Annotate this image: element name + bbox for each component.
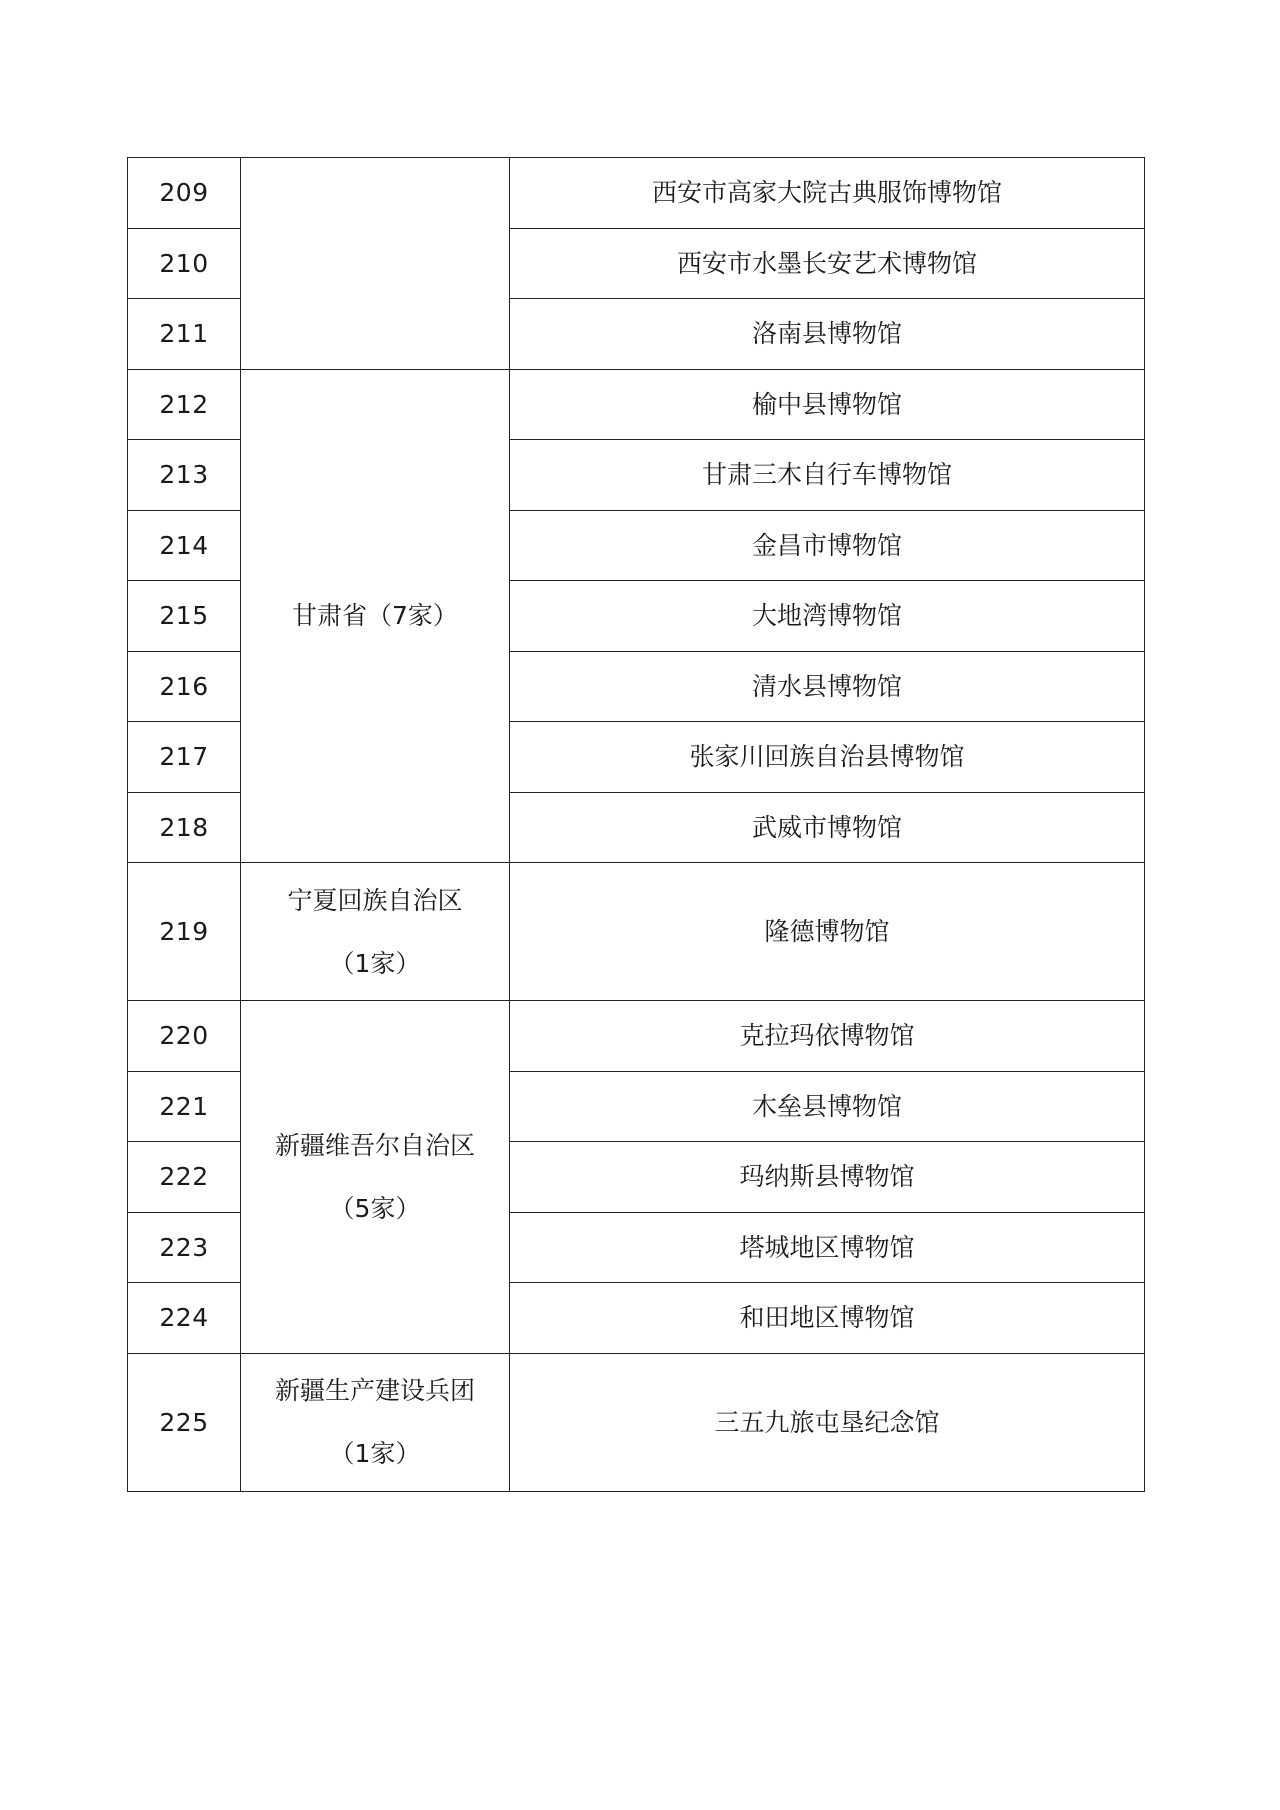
- museum-name: 大地湾博物馆: [510, 581, 1145, 652]
- museum-name: 玛纳斯县博物馆: [510, 1142, 1145, 1213]
- museum-name: 三五九旅屯垦纪念馆: [510, 1353, 1145, 1491]
- table-row: [128, 158, 1145, 229]
- museum-name: 榆中县博物馆: [510, 369, 1145, 440]
- row-number: 218: [128, 792, 241, 863]
- table-row: [128, 1001, 1145, 1072]
- line-gap: [241, 1158, 509, 1196]
- row-number: 221: [128, 1071, 241, 1142]
- row-number: 222: [128, 1142, 241, 1213]
- line-gap: [241, 1403, 509, 1441]
- table-row: [128, 863, 1145, 1001]
- table-row: [128, 369, 1145, 440]
- province-cell-gansu: [241, 369, 510, 863]
- museum-name: 木垒县博物馆: [510, 1071, 1145, 1142]
- table-row: [128, 1353, 1145, 1491]
- museum-name: 克拉玛依博物馆: [510, 1001, 1145, 1072]
- museum-name: 武威市博物馆: [510, 792, 1145, 863]
- row-number: 219: [128, 863, 241, 1001]
- row-number: 212: [128, 369, 241, 440]
- row-number: 209: [128, 158, 241, 229]
- line-gap: [241, 913, 509, 951]
- province-count: （1家）: [329, 1439, 421, 1468]
- museum-name: 塔城地区博物馆: [510, 1212, 1145, 1283]
- row-number: 216: [128, 651, 241, 722]
- row-number: 210: [128, 228, 241, 299]
- province-count: （1家）: [329, 948, 421, 978]
- province-cell-continued: [241, 158, 510, 370]
- province-label: 新疆生产建设兵团: [274, 1376, 475, 1405]
- museum-name: 隆德博物馆: [510, 863, 1145, 1001]
- province-label: 新疆维吾尔自治区: [274, 1130, 475, 1160]
- row-number: 217: [128, 722, 241, 793]
- museum-name: 张家川回族自治县博物馆: [510, 722, 1145, 793]
- museum-name: 甘肃三木自行车博物馆: [510, 440, 1145, 511]
- row-number: 225: [128, 1353, 241, 1491]
- province-cell-bingtuan: [241, 1353, 510, 1491]
- province-label: 宁夏回族自治区: [287, 885, 463, 915]
- province-cell-xinjiang: [241, 1001, 510, 1354]
- row-number: 220: [128, 1001, 241, 1072]
- museum-list-table: [127, 157, 1145, 1492]
- museum-name: 和田地区博物馆: [510, 1283, 1145, 1354]
- row-number: 224: [128, 1283, 241, 1354]
- row-number: 223: [128, 1212, 241, 1283]
- province-cell-ningxia: [241, 863, 510, 1001]
- museum-name: 清水县博物馆: [510, 651, 1145, 722]
- row-number: 215: [128, 581, 241, 652]
- row-number: 214: [128, 510, 241, 581]
- museum-name: 西安市水墨长安艺术博物馆: [510, 228, 1145, 299]
- museum-name: 金昌市博物馆: [510, 510, 1145, 581]
- museum-name: 洛南县博物馆: [510, 299, 1145, 370]
- province-label: 甘肃省（7家）: [292, 601, 458, 631]
- museum-name: 西安市高家大院古典服饰博物馆: [510, 158, 1145, 229]
- row-number: 211: [128, 299, 241, 370]
- province-count: （5家）: [329, 1193, 421, 1223]
- row-number: 213: [128, 440, 241, 511]
